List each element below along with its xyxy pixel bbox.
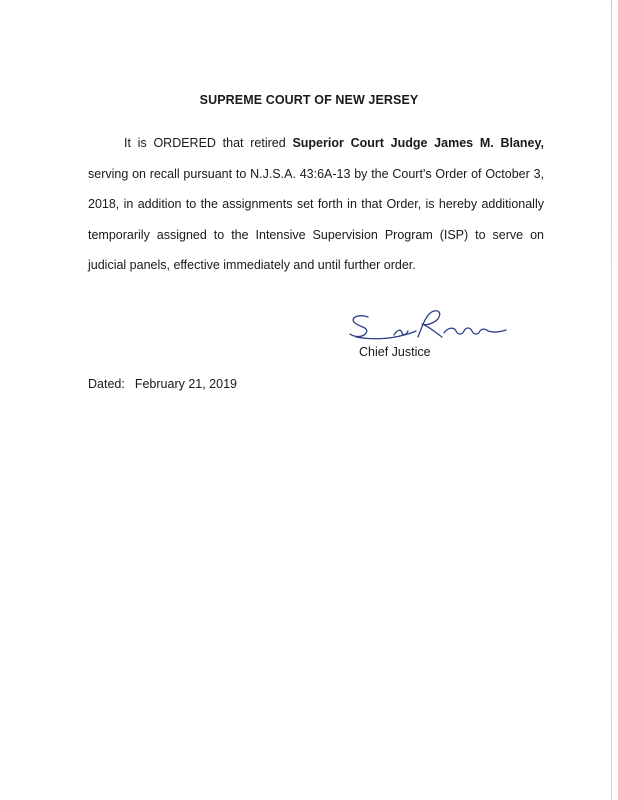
signature-title: Chief Justice xyxy=(359,345,431,359)
judge-name: Superior Court Judge James M. Blaney, xyxy=(292,136,544,150)
dated-label: Dated: xyxy=(88,377,125,391)
order-intro: It is ORDERED that retired xyxy=(124,136,293,150)
order-text: serving on recall pursuant to N.J.S.A. 43:6A-13 by the Court's Order of October 3, 2018, in addition to the assignments set forth in that Order, is hereby additionally temporarily assigned to the Intensive Supervision Program (ISP) to serve on judicial panels, effective immediately and until further order. xyxy=(88,166,544,273)
scan-edge-line xyxy=(611,0,612,800)
order-paragraph xyxy=(88,128,544,281)
chief-justice-signature xyxy=(346,307,516,349)
dated-line xyxy=(88,377,237,391)
court-heading: SUPREME COURT OF NEW JERSEY xyxy=(199,93,419,107)
dated-value: February 21, 2019 xyxy=(134,377,237,391)
